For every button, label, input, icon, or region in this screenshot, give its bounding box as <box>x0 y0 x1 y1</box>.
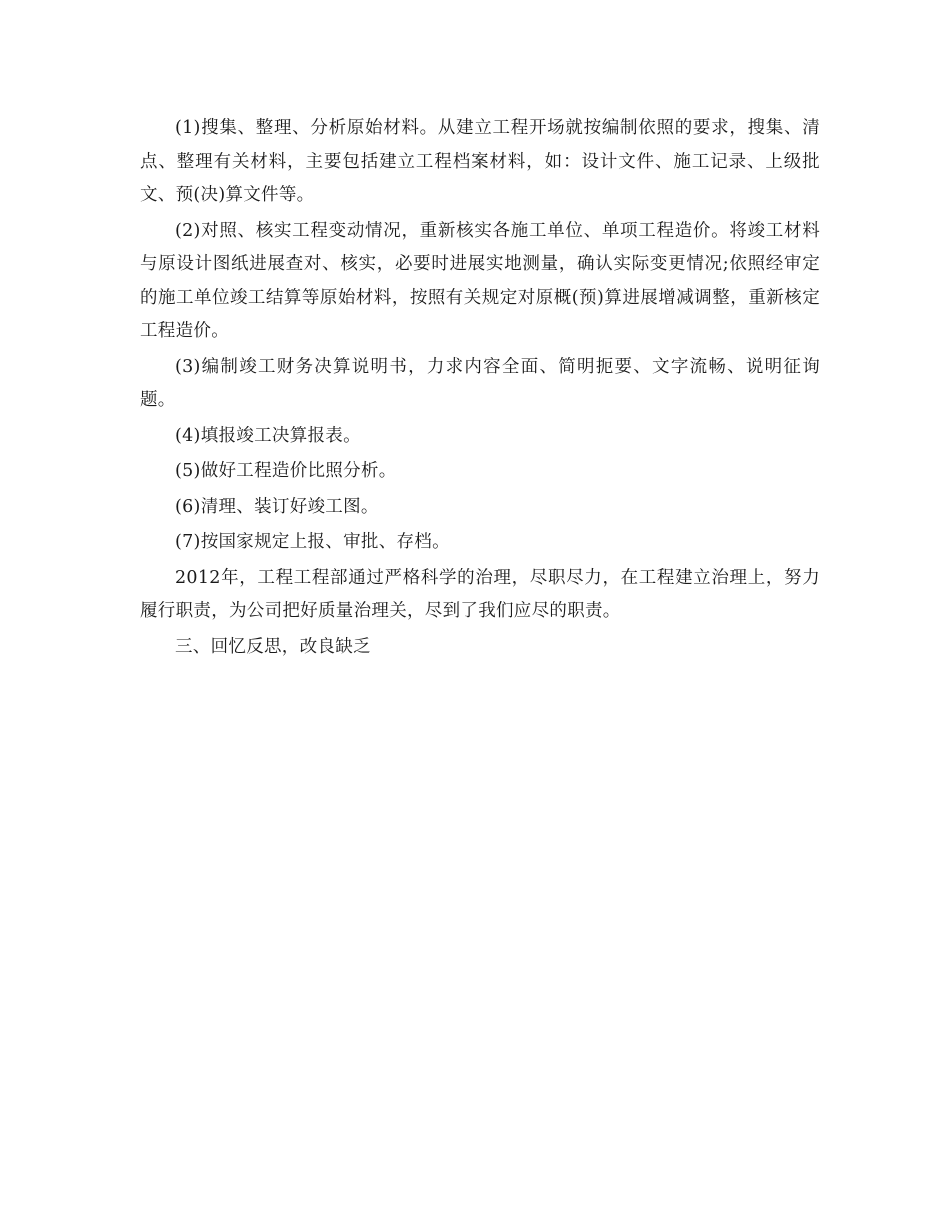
paragraph-step-3: (3)编制竣工财务决算说明书，力求内容全面、简明扼要、文字流畅、说明征询题。 <box>140 356 820 410</box>
document-body <box>140 112 820 666</box>
paragraph-step-6: (6)清理、装订好竣工图。 <box>175 496 379 517</box>
paragraph-step-5: (5)做好工程造价比照分析。 <box>175 461 397 481</box>
section-heading-reflection: 三、回忆反思，改良缺乏 <box>175 636 371 657</box>
paragraph-step-4: (4)填报竣工决算报表。 <box>175 425 361 446</box>
paragraph-step-7: (7)按国家规定上报、审批、存档。 <box>175 532 450 552</box>
paragraph-step-2: (2)对照、核实工程变动情况，重新核实各施工单位、单项工程造价。将竣工材料与原设计图纸进展查对、核实，必要时进展实地测量，确认实际变更情况;依照经审定的施工单位竣工结算等原始材料，按照有关规定对原概(预)算进展增减调整，重新核定工程造价。 <box>140 220 820 341</box>
paragraph-summary-2012: 2012年，工程工程部通过严格科学的治理，尽职尽力，在工程建立治理上，努力履行职责，为公司把好质量治理关，尽到了我们应尽的职责。 <box>140 567 820 621</box>
paragraph-step-1: (1)搜集、整理、分析原始材料。从建立工程开场就按编制依照的要求，搜集、清点、整理有关材料，主要包括建立工程档案材料，如：设计文件、施工记录、上级批文、预(决)算文件等。 <box>140 118 820 205</box>
